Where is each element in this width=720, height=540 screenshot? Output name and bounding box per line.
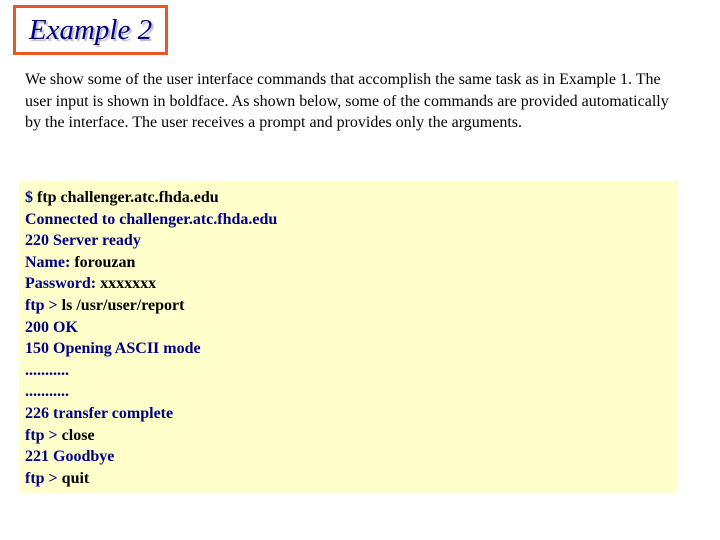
session-line	[25, 403, 678, 425]
session-line	[25, 317, 678, 339]
session-line-prefix: ftp >	[25, 426, 62, 444]
intro-paragraph: We show some of the user interface commands that accomplish the same task as in Example 1. The user input is shown in boldface. As shown below, some of the commands are provided automatically by the interface. The user receives a prompt and provides only the arguments.	[25, 71, 669, 131]
session-line-prefix: 220 Server ready	[25, 232, 141, 250]
session-line	[25, 209, 678, 231]
session-line-prefix: ftp >	[25, 469, 62, 487]
session-line-prefix: Name:	[25, 253, 75, 271]
session-line	[25, 468, 678, 490]
session-line-input: xxxxxxx	[100, 275, 157, 293]
session-line	[25, 446, 678, 468]
session-line	[25, 338, 678, 360]
session-line-prefix: ftp >	[25, 296, 62, 314]
session-line-prefix: 200 OK	[25, 318, 78, 336]
session-line-input: forouzan	[74, 253, 136, 271]
session-line-prefix: 150 Opening ASCII mode	[25, 340, 201, 358]
session-line-input: ftp challenger.atc.fhda.edu	[37, 189, 219, 206]
session-line-input: close	[61, 426, 95, 444]
session-line	[25, 295, 678, 317]
session-line	[25, 273, 678, 295]
session-line-prefix: 221 Goodbye	[25, 448, 115, 466]
session-line-prefix: ...........	[25, 361, 69, 379]
session-line-input: ls /usr/user/report	[61, 296, 185, 314]
session-line	[25, 360, 678, 382]
session-line-prefix: Password:	[25, 275, 101, 293]
session-line	[25, 187, 678, 209]
session-line	[25, 252, 678, 274]
session-line	[25, 230, 678, 252]
session-line-prefix: $	[25, 189, 37, 206]
session-line	[25, 425, 678, 447]
session-line-input: quit	[61, 469, 90, 487]
title-box	[13, 5, 168, 55]
ftp-session-transcript	[19, 181, 678, 493]
session-line-prefix: ...........	[25, 383, 69, 401]
session-line-prefix: 226 transfer complete	[25, 404, 174, 422]
session-line	[25, 381, 678, 403]
session-line-prefix: Connected to challenger.atc.fhda.edu	[25, 210, 278, 228]
slide-title: Example 2	[28, 13, 153, 46]
